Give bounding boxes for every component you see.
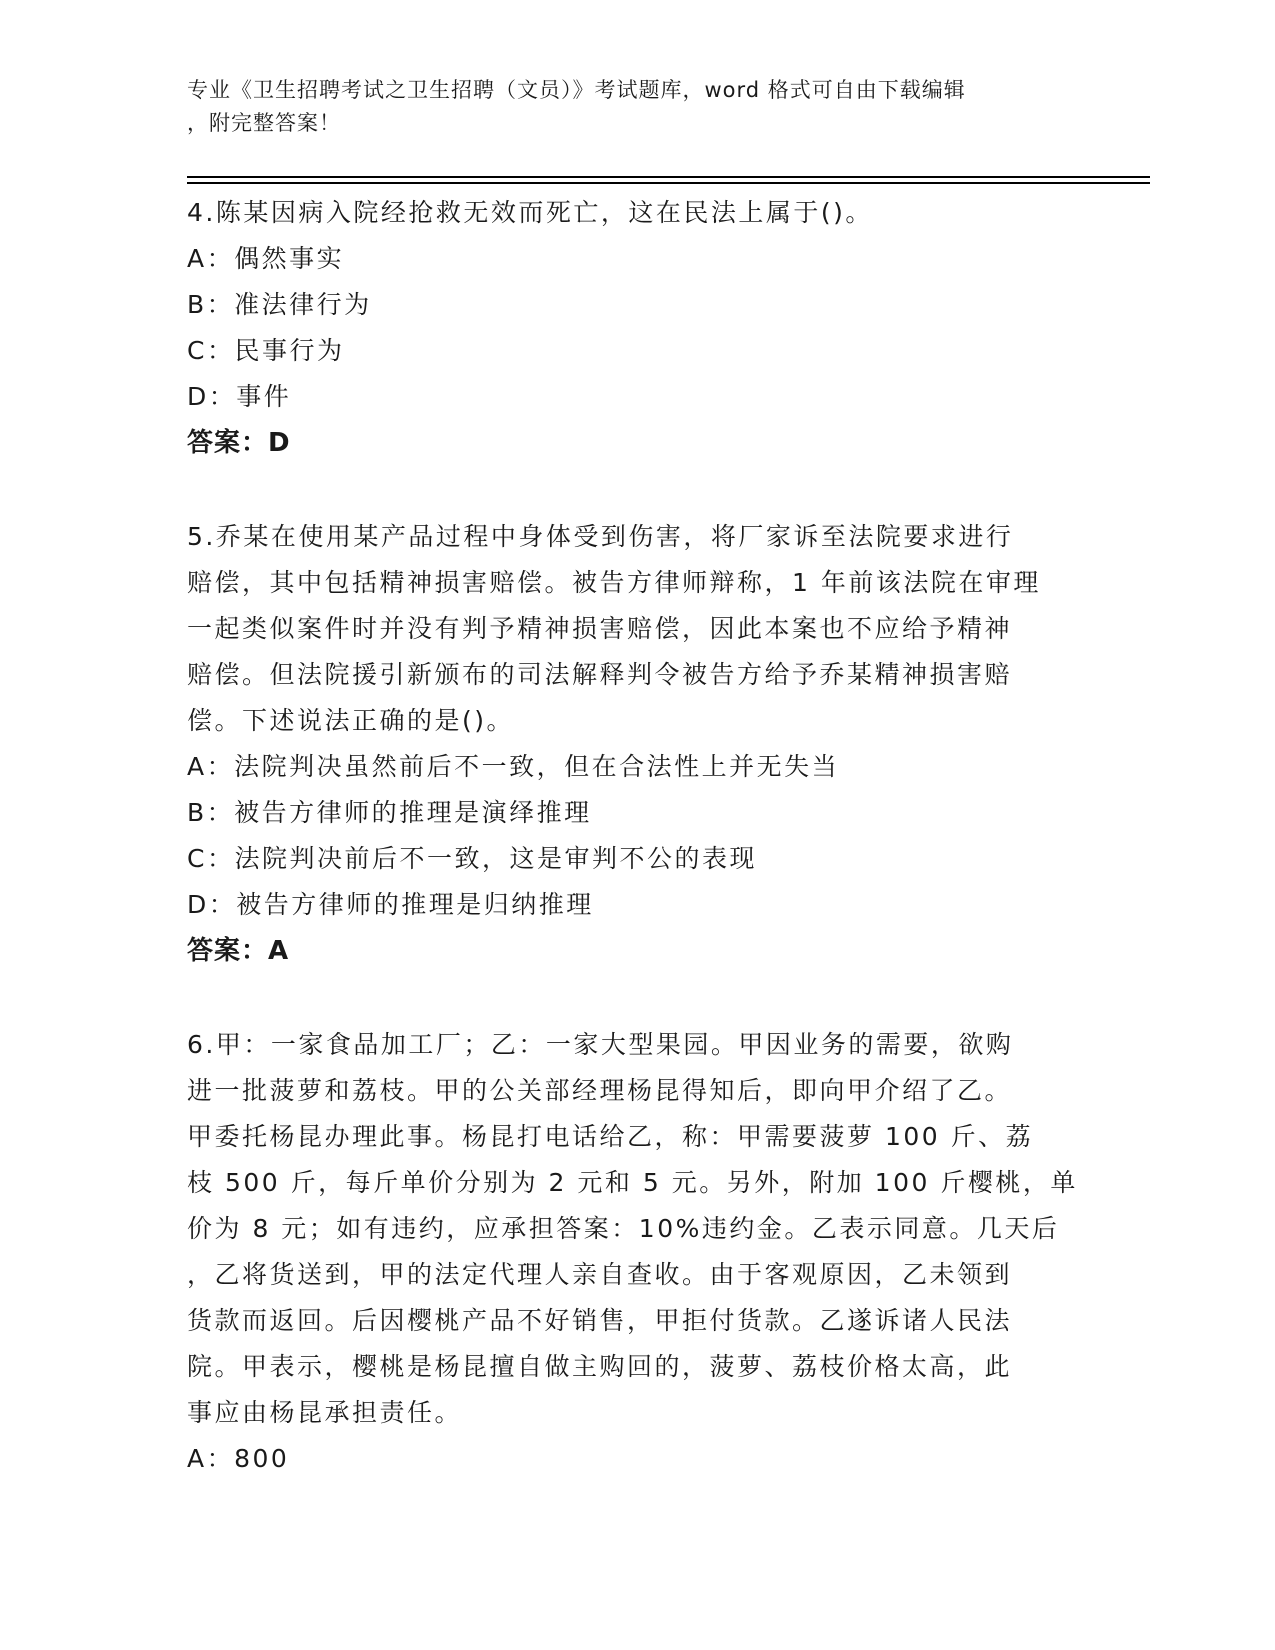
question-stem-line: 甲委托杨昆办理此事。杨昆打电话给乙，称：甲需要菠萝 100 斤、荔 <box>187 1122 1034 1151</box>
option-a: A：偶然事实 <box>187 244 345 273</box>
answer-label: 答案：A <box>187 936 290 966</box>
question-spacer <box>187 974 1087 1020</box>
question-stem-line: 4.陈某因病入院经抢救无效而死亡，这在民法上属于()。 <box>187 198 873 227</box>
header-line-2: ，附完整答案！ <box>187 111 341 135</box>
question-stem-line: 价为 8 元；如有违约，应承担答案：10%违约金。乙表示同意。几天后 <box>187 1214 1060 1243</box>
question-stem-line: 5.乔某在使用某产品过程中身体受到伤害，将厂家诉至法院要求进行 <box>187 522 1014 551</box>
option-c: C：法院判决前后不一致，这是审判不公的表现 <box>187 844 757 873</box>
option-d: D：事件 <box>187 382 292 411</box>
question-stem-line: 进一批菠萝和荔枝。甲的公关部经理杨昆得知后，即向甲介绍了乙。 <box>187 1076 1013 1105</box>
question-stem-line: 6.甲：一家食品加工厂；乙：一家大型果园。甲因业务的需要，欲购 <box>187 1030 1014 1059</box>
question-6 <box>187 1020 1087 1482</box>
question-stem-line: 一起类似案件时并没有判予精神损害赔偿，因此本案也不应给予精神 <box>187 614 1013 643</box>
question-stem-line: 货款而返回。后因樱桃产品不好销售，甲拒付货款。乙遂诉诸人民法 <box>187 1306 1013 1335</box>
header-line-1: 专业《卫生招聘考试之卫生招聘（文员）》考试题库，word 格式可自由下载编辑 <box>187 78 966 102</box>
question-stem-line: 事应由杨昆承担责任。 <box>187 1398 463 1427</box>
option-d: D：被告方律师的推理是归纳推理 <box>187 890 594 919</box>
question-5 <box>187 512 1087 974</box>
question-4 <box>187 188 1087 466</box>
header-rule-bottom <box>187 182 1150 184</box>
option-b: B：准法律行为 <box>187 290 372 319</box>
question-stem-line: ，乙将货送到，甲的法定代理人亲自查收。由于客观原因，乙未领到 <box>187 1260 1013 1289</box>
option-b: B：被告方律师的推理是演绎推理 <box>187 798 592 827</box>
question-spacer <box>187 466 1087 512</box>
question-stem-line: 赔偿，其中包括精神损害赔偿。被告方律师辩称，1 年前该法院在审理 <box>187 568 1041 597</box>
question-list <box>187 188 1087 1482</box>
question-stem-line: 院。甲表示，樱桃是杨昆擅自做主购回的，菠萝、荔枝价格太高，此 <box>187 1352 1013 1381</box>
header-rule-top <box>187 176 1150 178</box>
question-stem-line: 赔偿。但法院援引新颁布的司法解释判令被告方给予乔某精神损害赔 <box>187 660 1013 689</box>
document-header <box>187 74 1067 140</box>
question-stem-line: 偿。下述说法正确的是()。 <box>187 706 515 735</box>
question-stem-line: 枝 500 斤，每斤单价分别为 2 元和 5 元。另外，附加 100 斤樱桃，单 <box>187 1168 1078 1197</box>
option-a: A：法院判决虽然前后不一致，但在合法性上并无失当 <box>187 752 840 781</box>
option-a: A：800 <box>187 1444 290 1473</box>
answer-label: 答案：D <box>187 428 291 458</box>
option-c: C：民事行为 <box>187 336 345 365</box>
